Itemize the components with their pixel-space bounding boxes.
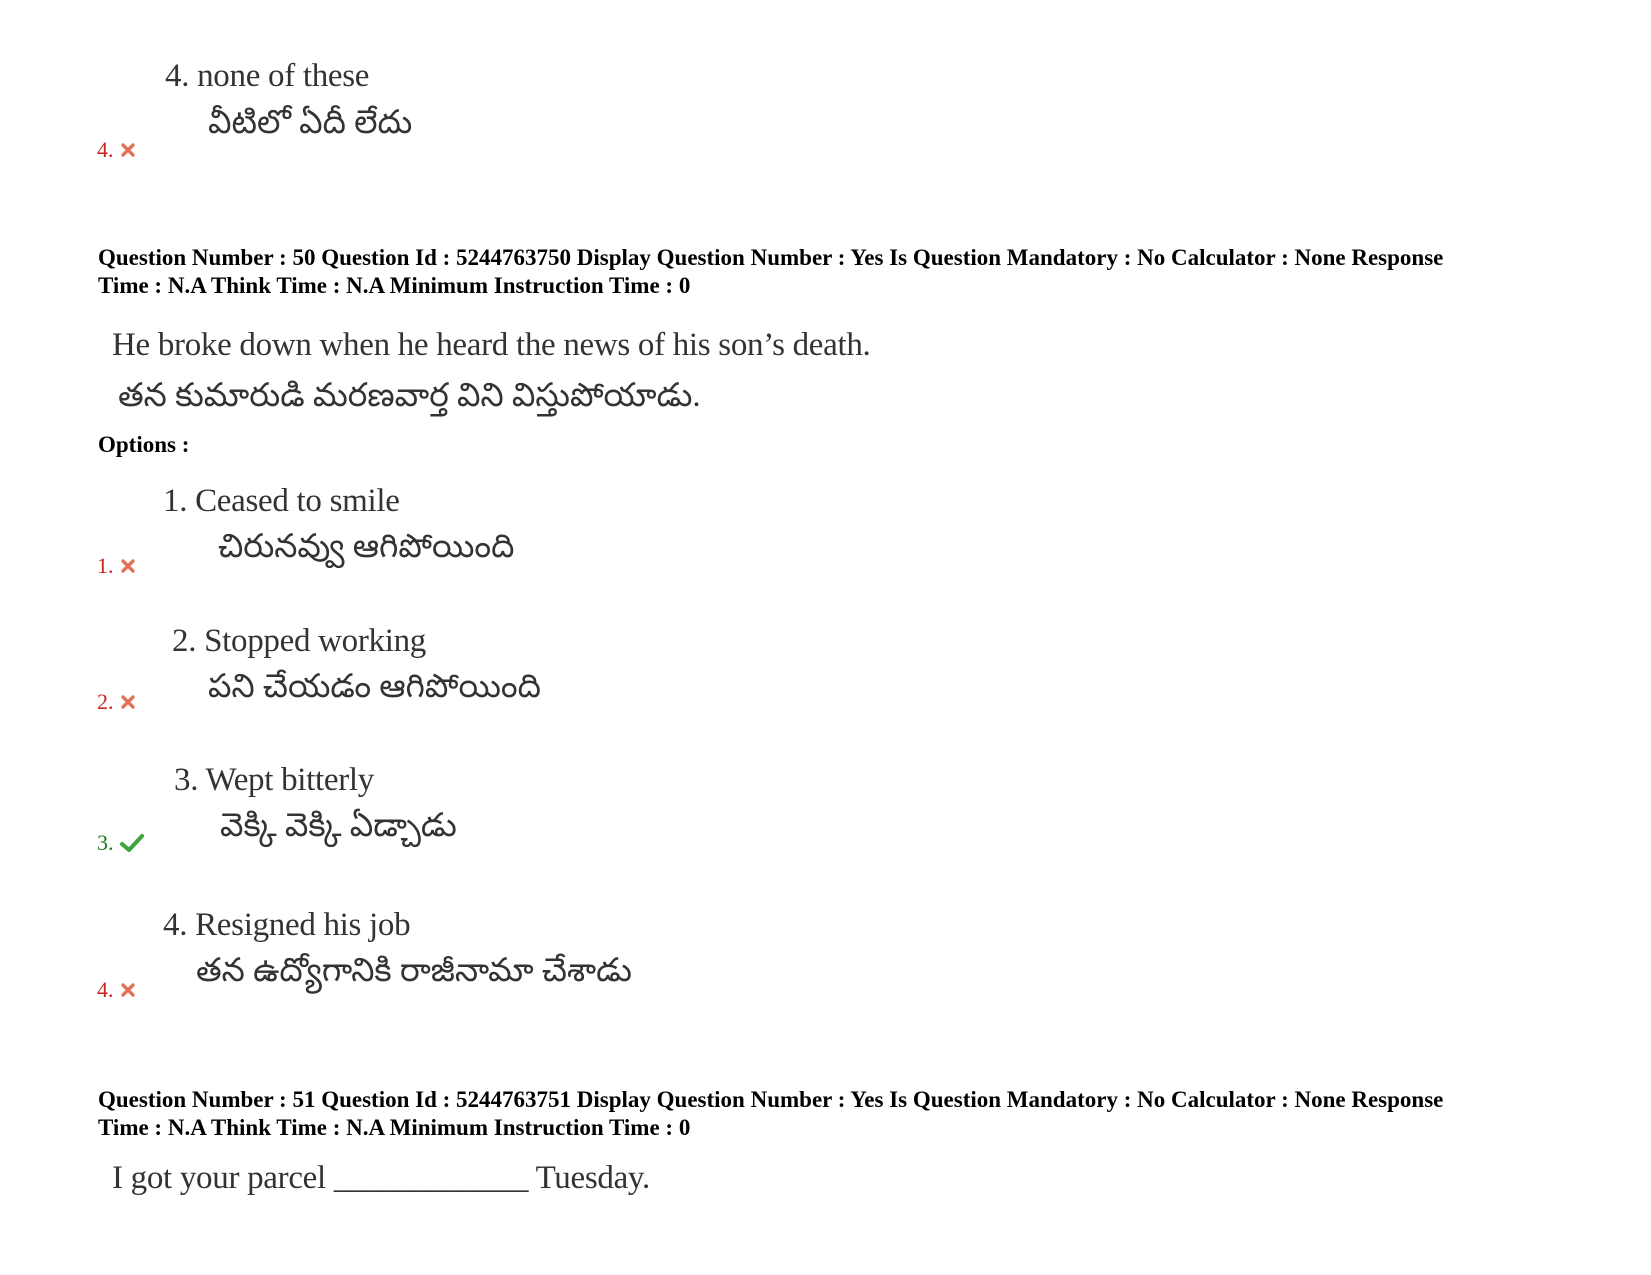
question-51-header-line2: Time : N.A Think Time : N.A Minimum Instruction Time : 0 xyxy=(98,1115,691,1140)
check-icon xyxy=(120,833,144,853)
question-51-header xyxy=(98,1086,1578,1142)
option-3-marker xyxy=(97,830,144,856)
option-4-english: 4. Resigned his job xyxy=(163,907,411,943)
question-50-stem-english: He broke down when he heard the news of his son’s death. xyxy=(112,327,871,363)
options-label: Options : xyxy=(98,432,190,457)
cross-icon xyxy=(120,982,136,998)
option-1-marker xyxy=(97,553,136,579)
option-4-telugu: తన ఉద్యోగానికి రాజీనామా చేశాడు xyxy=(196,953,632,989)
marker-number: 2. xyxy=(97,689,114,714)
cross-icon xyxy=(120,694,136,710)
marker-number: 3. xyxy=(97,830,114,855)
option-2-telugu: పని చేయడం ఆగిపోయింది xyxy=(208,669,541,705)
cross-icon xyxy=(120,142,136,158)
option-3-telugu: వెక్కి వెక్కి ఏడ్చాడు xyxy=(220,808,457,844)
marker-number: 1. xyxy=(97,553,114,578)
marker-number: 4. xyxy=(97,137,114,162)
marker-number: 4. xyxy=(97,977,114,1002)
question-50-stem-telugu: తన కుమారుడి మరణవార్త విని విస్తుపోయాడు. xyxy=(118,378,701,414)
option-1-english: 1. Ceased to smile xyxy=(163,483,400,519)
option-4-marker xyxy=(97,977,136,1003)
option-1-telugu: చిరునవ్వు ఆగిపోయింది xyxy=(218,529,515,565)
option-2-marker xyxy=(97,689,136,715)
option-3-english: 3. Wept bitterly xyxy=(174,762,374,798)
question-51-header-line1: Question Number : 51 Question Id : 5244763751 Display Question Number : Yes Is Question Mandatory : No Calculator : None Response xyxy=(98,1087,1444,1112)
question-50-header xyxy=(98,244,1578,300)
prev-option-4-english: 4. none of these xyxy=(165,58,370,94)
question-51-stem-english: I got your parcel ____________ Tuesday. xyxy=(112,1160,650,1196)
prev-option-4-telugu: వీటిలో ఏదీ లేదు xyxy=(208,105,413,141)
question-50-header-line2: Time : N.A Think Time : N.A Minimum Instruction Time : 0 xyxy=(98,273,691,298)
cross-icon xyxy=(120,558,136,574)
option-2-english: 2. Stopped working xyxy=(172,623,427,659)
prev-option-4-marker xyxy=(97,137,136,163)
question-50-header-line1: Question Number : 50 Question Id : 5244763750 Display Question Number : Yes Is Question Mandatory : No Calculator : None Response xyxy=(98,245,1444,270)
